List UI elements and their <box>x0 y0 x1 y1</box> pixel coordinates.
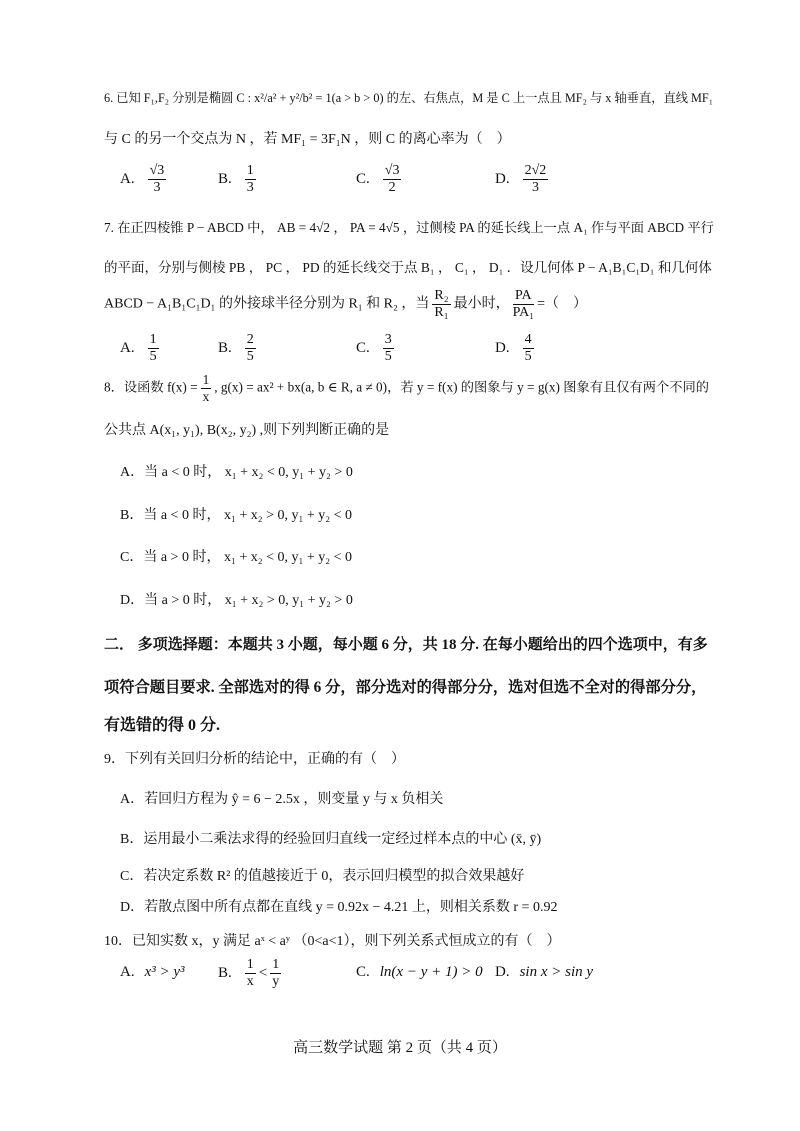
denominator: x <box>246 974 254 989</box>
text: =（ ） <box>537 296 588 312</box>
operator: < <box>258 964 268 981</box>
section-heading-line3: 有选错的得 0 分. <box>104 717 221 734</box>
q8-option-a: A．当 a < 0 时， x₁ + x₂ < 0, y₁ + y₂ > 0 <box>120 465 353 480</box>
section-heading-line2: 项符合题目要求. 全部选对的得 6 分，部分选对的得部分分，选对但选不全对的得部分分， <box>104 679 707 696</box>
q8-option-c: C．当 a > 0 时， x₁ + x₂ < 0, y₁ + y₂ < 0 <box>120 550 353 565</box>
q10-stem: 10．已知实数 x，y 满足 aˣ < aʸ （0<a<1），则下列关系式恒成立的有（ ） <box>104 934 561 949</box>
option-text: sin x > sin y <box>519 964 594 980</box>
option-label: C. <box>356 339 370 356</box>
denominator: x <box>202 389 210 404</box>
option-fraction <box>245 332 256 365</box>
denominator: R₁ <box>434 305 449 320</box>
denominator: 3 <box>531 180 539 195</box>
option-fraction <box>148 332 159 365</box>
q7-option-d <box>495 332 537 365</box>
q9-option-d: D．若散点图中所有点都在直线 y = 0.92x − 4.21 上，则相关系数 r = 0.92 <box>120 900 558 915</box>
numerator: 2√2 <box>524 163 547 178</box>
fraction-1-over-x <box>245 957 256 990</box>
option-label: B. <box>218 339 232 356</box>
q7-option-b <box>218 332 259 365</box>
option-text: ln(x − y + 1) > 0 <box>379 964 483 980</box>
denominator: 5 <box>384 349 392 364</box>
numerator: 4 <box>524 332 532 347</box>
denominator: 3 <box>246 180 254 195</box>
q10-option-b <box>218 957 284 990</box>
text: , g(x) = ax² + bx(a, b ∈ R, a ≠ 0)，若 y = f(x) 的图象与 y = g(x) 图象有且仅有两个不同的 <box>214 379 709 395</box>
page-footer: 高三数学试题 第 2 页（共 4 页） <box>293 1040 507 1056</box>
q7-option-c <box>356 332 397 365</box>
option-label: D. <box>495 170 510 187</box>
q9-option-c: C．若决定系数 R² 的值越接近于 0，表示回归模型的拟合效果越好 <box>120 869 525 884</box>
numerator: R₂ <box>434 288 449 303</box>
option-fraction <box>383 332 394 365</box>
numerator: √3 <box>384 163 400 178</box>
q8-option-b: B．当 a < 0 时， x₁ + x₂ > 0, y₁ + y₂ < 0 <box>120 508 353 523</box>
section-heading-line1: 二． 多项选择题：本题共 3 小题，每小题 6 分，共 18 分. 在每小题给出的四个选项中，有多 <box>104 637 708 653</box>
q10-option-d <box>495 964 593 981</box>
q9-option-a: A．若回归方程为 ŷ = 6 − 2.5x ，则变量 y 与 x 负相关 <box>120 792 444 807</box>
q9-stem: 9．下列有关回归分析的结论中，正确的有（ ） <box>104 752 405 767</box>
option-fraction <box>523 332 534 365</box>
q6-stem-line1: 6. 已知 F₁,F₂ 分别是椭圆 C : x²/a² + y²/b² = 1(a > b > 0) 的左、右焦点，M 是 C 上一点且 MF₂ 与 x 轴垂直，直线 MF₁ <box>104 91 713 105</box>
q6-option-d <box>495 163 551 196</box>
denominator: 5 <box>246 349 254 364</box>
numerator: PA <box>515 288 532 303</box>
numerator: 1 <box>246 163 254 178</box>
numerator: 1 <box>149 332 157 347</box>
q7-option-a <box>120 332 162 365</box>
numerator: √3 <box>149 163 165 178</box>
denominator: 2 <box>388 180 396 195</box>
option-label: B. <box>218 170 232 187</box>
denominator: y <box>272 974 280 989</box>
numerator: 3 <box>384 332 392 347</box>
q6-option-b <box>218 163 259 196</box>
numerator: 1 <box>246 957 254 972</box>
option-text: x³ > y³ <box>144 964 185 980</box>
option-label: A. <box>120 339 135 356</box>
q6-stem-line2: 与 C 的另一个交点为 N ，若 MF₁ = 3F₁N ，则 C 的离心率为（ ） <box>104 132 511 147</box>
fraction-1-over-x <box>201 372 212 405</box>
option-fraction <box>383 163 402 196</box>
numerator: 1 <box>202 372 210 387</box>
fraction-1-over-y <box>270 957 281 990</box>
option-label: D. <box>495 339 510 356</box>
numerator: 1 <box>272 957 280 972</box>
option-fraction <box>523 163 549 196</box>
text: ABCD − A₁B₁C₁D₁ 的外接球半径分别为 R₁ 和 R₂ ，当 <box>104 296 430 312</box>
q9-option-b: B．运用最小二乘法求得的经验回归直线一定经过样本点的中心 (x̄, ȳ) <box>120 832 542 847</box>
option-label: A. <box>120 964 135 980</box>
q10-option-c <box>356 964 483 981</box>
option-label: D. <box>495 964 510 980</box>
numerator: 2 <box>246 332 254 347</box>
option-label: C. <box>356 170 370 187</box>
q8-stem-line2: 公共点 A(x₁, y₁), B(x₂, y₂) ,则下列判断正确的是 <box>104 423 390 438</box>
denominator: 5 <box>149 349 157 364</box>
option-fraction <box>148 163 167 196</box>
q6-option-c <box>356 163 404 196</box>
option-label: A. <box>120 170 135 187</box>
text: 最小时， <box>453 296 510 312</box>
fraction-pa-pa1 <box>513 288 535 321</box>
q6-option-a <box>120 163 169 196</box>
text: 8．设函数 f(x) = <box>104 379 198 395</box>
fraction-r2-r1 <box>432 288 450 321</box>
option-label: B. <box>218 964 232 981</box>
option-fraction <box>245 163 256 196</box>
denominator: 5 <box>524 349 532 364</box>
q8-option-d: D．当 a > 0 时， x₁ + x₂ > 0, y₁ + y₂ > 0 <box>120 593 353 608</box>
q7-stem-line2: 的平面，分别与侧棱 PB ， PC ， PD 的延长线交于点 B₁ ， C₁ ， D₁ ．设几何体 P − A₁B₁C₁D₁ 和几何体 <box>104 260 712 275</box>
denominator: PA₁ <box>512 305 535 320</box>
q10-option-a <box>120 964 185 981</box>
option-label: C. <box>356 964 370 980</box>
q7-stem-line3 <box>104 288 587 321</box>
denominator: 3 <box>153 180 161 195</box>
q7-stem-line1: 7. 在正四棱锥 P − ABCD 中， AB = 4√2 ， PA = 4√5 ，过侧棱 PA 的延长线上一点 A₁ 作与平面 ABCD 平行 <box>104 220 714 235</box>
q8-stem-line1 <box>104 372 709 405</box>
